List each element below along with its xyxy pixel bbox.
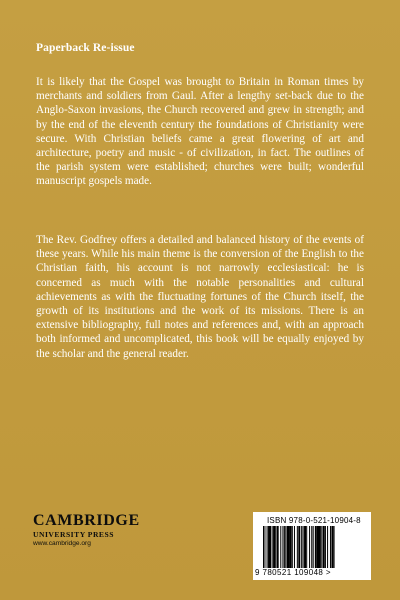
blurb-paragraph-1: It is likely that the Gospel was brought to Britain in Roman times by merchants and soldiers from Gaul. After a lengthy set-back due to the Anglo-Saxon invasions, the Church recovered and grew in strength; and by the end of the eleventh century the foundations of Christianity were secure. With Christian beliefs came a great flowering of art and architecture, poetry and music - of civilization, in fact. The outlines of the parish system were established; churches were built; wonderful manuscript gospels made. [36, 76, 364, 188]
ean-digits: 9 780521 109048 > [255, 568, 331, 577]
barcode-icon [263, 526, 361, 568]
isbn-label: ISBN 978-0-521-10904-8 [267, 516, 361, 525]
publisher-url: www.cambridge.org [33, 540, 91, 547]
barcode-box [253, 512, 371, 580]
publisher-subtitle: UNIVERSITY PRESS [33, 530, 114, 539]
edition-label: Paperback Re-issue [36, 42, 135, 54]
publisher-logo [33, 513, 139, 548]
blurb-paragraph-2: The Rev. Godfrey offers a detailed and balanced history of the events of these years. While his main theme is the conversion of the English to the Christian faith, his account is not narrowly ecclesiastical: he is concerned as much with the notable personalities and cultural achievements as with the fluctuating fortunes of the Church itself, the growth of its institutions and the work of its missions. There is an extensive bibliography, full notes and references and, with an approach both informed and uncomplicated, this book will be equally enjoyed by the scholar and the general reader. [36, 234, 364, 360]
publisher-name: CAMBRIDGE [33, 512, 140, 529]
